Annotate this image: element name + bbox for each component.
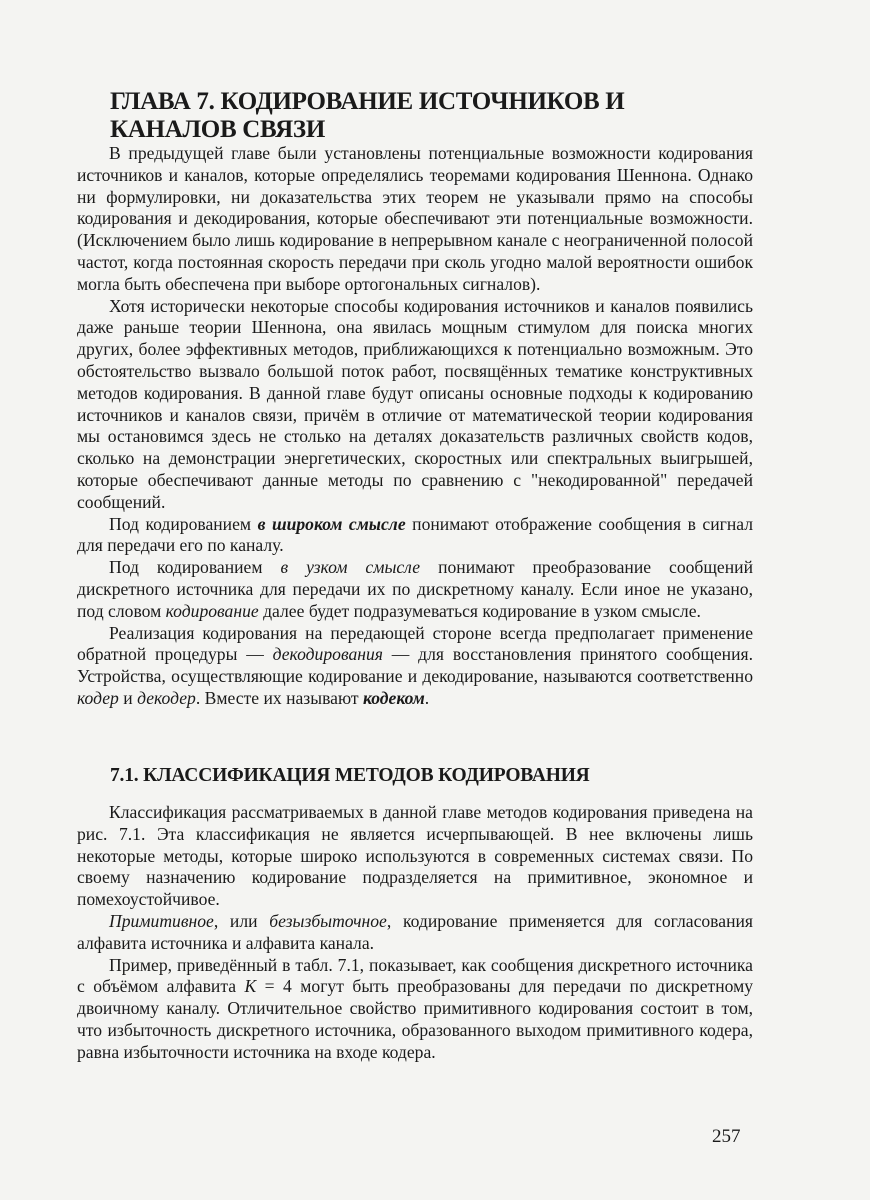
term-decoder: декодер <box>137 687 196 708</box>
text-run: понимают преобразование сообщений дискретного источника для передачи их по дискретному каналу. Если иное не указано, под словом <box>77 557 753 621</box>
text-run: Под кодированием <box>109 513 258 534</box>
text-run: Под кодированием <box>109 557 281 578</box>
section-title: 7.1. КЛАССИФИКАЦИЯ МЕТОДОВ КОДИРОВАНИЯ <box>110 765 590 786</box>
text-run: , или <box>213 910 270 931</box>
paragraph-2: Хотя исторически некоторые способы кодирования источников и каналов появились даже раньше теории Шеннона, она явилась мощным стимулом для поиска многих других, более эффективных методов, приближающихся к потенциально возможным. Это обстоятельство вызвало большой поток работ, посвящённых тематике конструктивных методов кодирования. В данной главе будут описаны основные подходы к кодированию источников и каналов связи, причём в отличие от математической теории кодирования мы остановимся здесь не столько на деталях доказательств различных свойств кодов, сколько на демонстрации энергетических, скоростных или спектральных выигрышей, которые обеспечивают данные методы по сравнению с "некодированной" передачей сообщений. <box>77 295 753 512</box>
text-run: . <box>424 687 430 708</box>
text-run: Реализация кодирования на передающей стороне всегда предполагает применение обратной процедуры — <box>77 622 753 665</box>
term-coding: кодирование <box>165 600 259 621</box>
text-run: и <box>118 687 138 708</box>
term-coder: кодер <box>77 687 119 708</box>
math-var-k: K <box>244 976 257 997</box>
paragraph-4 <box>77 557 753 622</box>
text-run: , кодирование применяется для согласования алфавита источника и алфавита канала. <box>77 910 753 953</box>
page-number: 257 <box>712 1126 741 1147</box>
text-run: = 4 могут быть преобразованы для передачи по дискретному двоичному каналу. Отличительное свойство примитивного кодирования состоит в том, что избыточность дискретного источника, образованного выходом примитивного кодера, равна избыточности источника на входе кодера. <box>77 976 753 1062</box>
text-run: . Вместе их называют <box>195 687 363 708</box>
paragraph-6: Классификация рассматриваемых в данной главе методов кодирования приведена на рис. 7.1. Эта классификация не является исчерпывающей. В нее включены лишь некоторые методы, которые широко используются в современных системах связи. По своему назначению кодирование подразделяется на примитивное, экономное и помехоустойчивое. <box>77 802 753 910</box>
term-broad-sense: в широком смысле <box>257 513 406 534</box>
page-number-block <box>712 1126 741 1148</box>
section-body <box>77 802 753 1064</box>
term-narrow-sense: в узком смысле <box>280 557 421 578</box>
text-run: — для восстановления принятого сообщения. Устройства, осуществляющие кодирование и декодирование, называются соответственно <box>77 644 753 687</box>
term-codec: кодеком <box>362 687 425 708</box>
text-run: понимают отображение сообщения в сигнал для передачи его по каналу. <box>77 513 753 556</box>
text-run: Пример, приведённый в табл. 7.1, показывает, как сообщения дискретного источника с объёмом алфавита <box>77 954 753 997</box>
chapter-intro <box>77 143 753 710</box>
term-primitive: Примитивное <box>109 910 214 931</box>
chapter-title: ГЛАВА 7. КОДИРОВАНИЕ ИСТОЧНИКОВ И КАНАЛОВ СВЯЗИ <box>110 88 625 143</box>
paragraph-5 <box>77 623 753 710</box>
term-non-redundant: безызбыточное <box>269 910 387 931</box>
paragraph-7 <box>77 911 753 955</box>
paragraph-8 <box>77 955 753 1064</box>
text-run: далее будет подразумеваться кодирование в узком смысле. <box>258 600 701 621</box>
paragraph-1: В предыдущей главе были установлены потенциальные возможности кодирования источников и каналов, которые определялись теоремами кодирования Шеннона. Однако ни формулировки, ни доказательства этих теорем не указывали прямо на способы кодирования и декодирования, которые обеспечивают эти потенциальные возможности. (Исключением было лишь кодирование в непрерывном канале с неограниченной полосой частот, когда постоянная скорость передачи при сколь угодно малой вероятности ошибок могла быть обеспечена при выборе ортогональных сигналов). <box>77 143 753 294</box>
term-decoding: декодирования <box>272 644 383 665</box>
paragraph-3 <box>77 514 753 558</box>
